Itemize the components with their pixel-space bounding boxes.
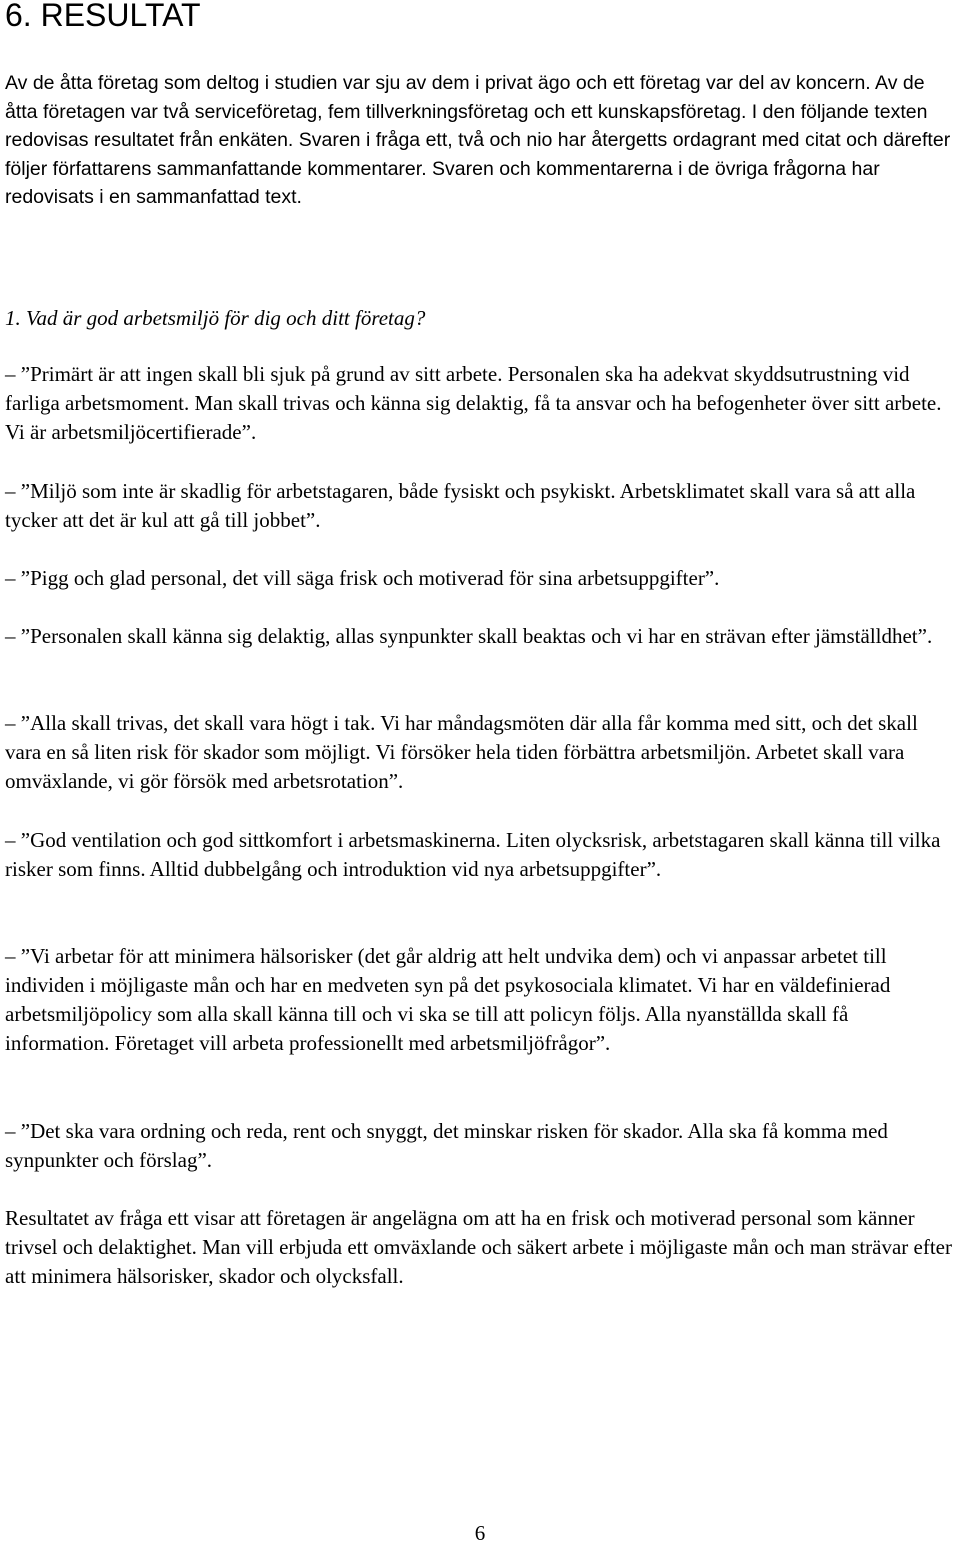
- answer-quote-1: – ”Primärt är att ingen skall bli sjuk på grund av sitt arbete. Personalen ska ha adekvat skyddsutrustning vid farliga arbetsmoment. Man skall trivas och känna sig delaktig, få ta ansvar och ha befogenheter över sitt arbete. Vi är arbetsmiljöcertifierade”.: [5, 362, 942, 444]
- answer-quote-2: – ”Miljö som inte är skadlig för arbetstagaren, både fysiskt och psykiskt. Arbetsklimatet skall vara så att alla tycker att det är kul att gå till jobbet”.: [5, 479, 916, 532]
- answer-quote-3: – ”Pigg och glad personal, det vill säga frisk och motiverad för sina arbetsuppgifter”.: [5, 566, 720, 590]
- section-heading: 6. RESULTAT: [5, 0, 201, 33]
- answer-quote-7: – ”Vi arbetar för att minimera hälsorisker (det går aldrig att helt undvika dem) och vi anpassar arbetet till individen i möjligaste mån och har en medveten syn på det psykosociala klimatet. Vi har en väldefinierad arbetsmiljöpolicy som alla skall känna till och vi ska se till att policyn följs. Alla nyanställda skall få information. Företaget vill arbeta professionellt med arbetsmiljöfrågor”.: [5, 944, 891, 1055]
- page-number: 6: [474, 1521, 486, 1545]
- question-1: 1. Vad är god arbetsmiljö för dig och ditt företag?: [5, 306, 426, 330]
- answer-quote-6: – ”God ventilation och god sittkomfort i arbetsmaskinerna. Liten olycksrisk, arbetstagaren skall känna till vilka risker som finns. Alltid dubbelgång och introduktion vid nya arbetsuppgifter”.: [5, 828, 941, 881]
- answer-quote-4: – ”Personalen skall känna sig delaktig, allas synpunkter skall beaktas och vi har en strävan efter jämställdhet”.: [5, 624, 933, 648]
- summary-paragraph: Resultatet av fråga ett visar att företagen är angelägna om att ha en frisk och motiverad personal som känner trivsel och delaktighet. Man vill erbjuda ett omväxlande och säkert arbete i möjligaste mån och man strävar efter att minimera hälsorisker, skador och olycksfall.: [5, 1206, 952, 1288]
- answer-quote-8: – ”Det ska vara ordning och reda, rent och snyggt, det minskar risken för skador. Alla ska få komma med synpunkter och förslag”.: [5, 1119, 888, 1172]
- intro-paragraph: Av de åtta företag som deltog i studien var sju av dem i privat ägo och ett företag var del av koncern. Av de åtta företagen var två serviceföretag, fem tillverkningsföretag och ett kunskapsföretag. I den följande texten redovisas resultatet från enkäten. Svaren i fråga ett, två och nio har återgetts ordagrant med citat och därefter följer författarens sammanfattande kommentarer. Svaren och kommentarerna i de övriga frågorna har redovisats i en sammanfattad text.: [5, 72, 951, 208]
- answer-quote-5: – ”Alla skall trivas, det skall vara högt i tak. Vi har måndagsmöten där alla får komma med sitt, och det skall vara en så liten risk för skador som möjligt. Vi försöker hela tiden förbättra arbetsmiljön. Arbetet skall vara omväxlande, vi gör försök med arbetsrotation”.: [5, 711, 918, 793]
